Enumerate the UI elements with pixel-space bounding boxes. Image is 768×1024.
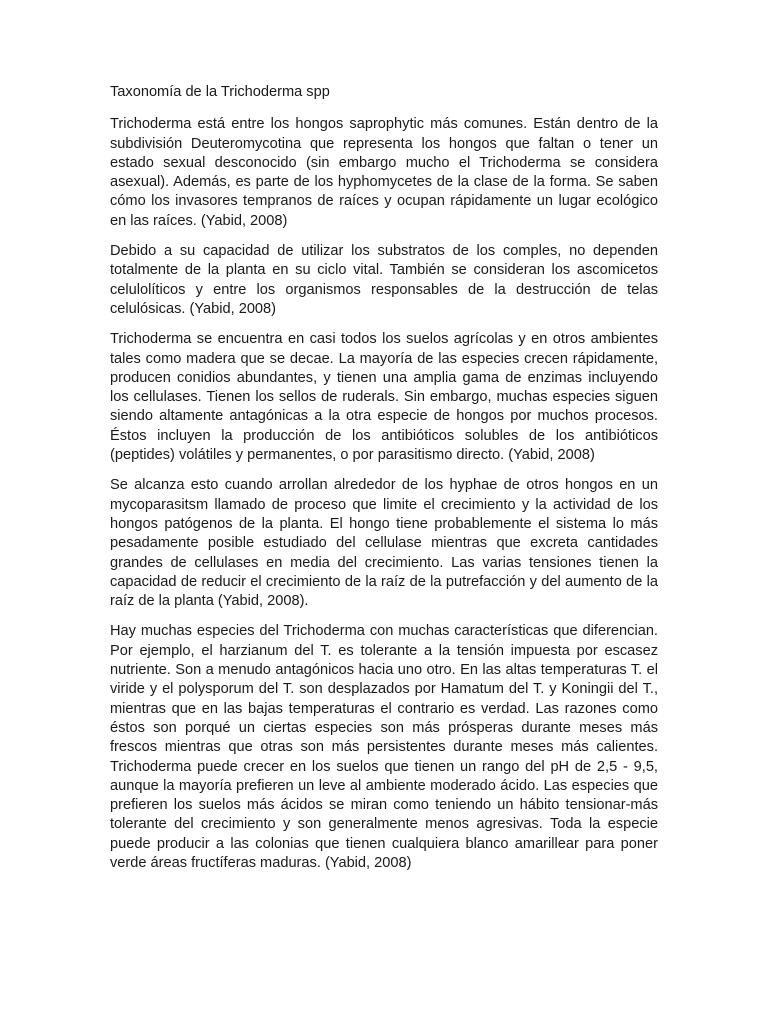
- paragraph-5: Hay muchas especies del Trichoderma con muchas características que diferencian. Por ejemplo, el harzianum del T. es tolerante a la tensión impuesta por escasez nutriente. Son a menudo antagónicos hacia uno otro. En las altas temperaturas T. el viride y el polysporum del T. son desplazados por Hamatum del T. y Koningii del T., mientras que en las bajas temperaturas el contrario es verdad. Las razones como éstos son porqué un ciertas especies son más prósperas durante meses más frescos mientras que otras son más persistentes durante meses más calientes. Trichoderma puede crecer en los suelos que tienen un rango del pH de 2,5 - 9,5, aunque la mayoría prefieren un leve al ambiente moderado ácido. Las especies que prefieren los suelos más ácidos se miran como teniendo un hábito tensionar-más tolerante del crecimiento y son generalmente menos agresivas. Toda la especie puede producir a las colonias que tienen cualquiera blanco amarillear para poner verde áreas fructíferas maduras. (Yabid, 2008): [110, 623, 658, 871]
- paragraph-3: Trichoderma se encuentra en casi todos los suelos agrícolas y en otros ambientes tales como madera que se decae. La mayoría de las especies crecen rápidamente, producen conidios abundantes, y tienen una amplia gama de enzimas incluyendo los cellulases. Tienen los sellos de ruderals. Sin embargo, muchas especies siguen siendo altamente antagónicas a la otra especie de hongos por muchos procesos. Éstos incluyen la producción de los antibióticos solubles de los antibióticos (peptides) volátiles y permanentes, o por parasitismo directo. (Yabid, 2008): [110, 331, 658, 464]
- document-title: Taxonomía de la Trichoderma spp: [110, 84, 330, 100]
- document-page: [110, 83, 658, 884]
- paragraph-4: Se alcanza esto cuando arrollan alrededor de los hyphae de otros hongos en un mycoparasitsm llamado de proceso que limite el crecimiento y la actividad de los hongos patógenos de la planta. El hongo tiene probablemente el sistema lo más pesadamente posible estudiado del cellulase mientras que excreta cantidades grandes de cellulases en media del crecimiento. Las varias tensiones tienen la capacidad de reducir el crecimiento de la raíz de la putrefacción y del aumento de la raíz de la planta (Yabid, 2008).: [110, 477, 658, 610]
- paragraph-1: Trichoderma está entre los hongos saprophytic más comunes. Están dentro de la subdivisión Deuteromycotina que representa los hongos que faltan o tener un estado sexual desconocido (sin embargo mucho el Trichoderma se considera asexual). Además, es parte de los hyphomycetes de la clase de la forma. Se saben cómo los invasores tempranos de raíces y ocupan rápidamente un lugar ecológico en las raíces. (Yabid, 2008): [110, 116, 658, 229]
- paragraph-2: Debido a su capacidad de utilizar los substratos de los comples, no dependen totalmente de la planta en su ciclo vital. También se consideran los ascomicetos celulolíticos y entre los organismos responsables de la destrucción de telas celulósicas. (Yabid, 2008): [110, 243, 658, 317]
